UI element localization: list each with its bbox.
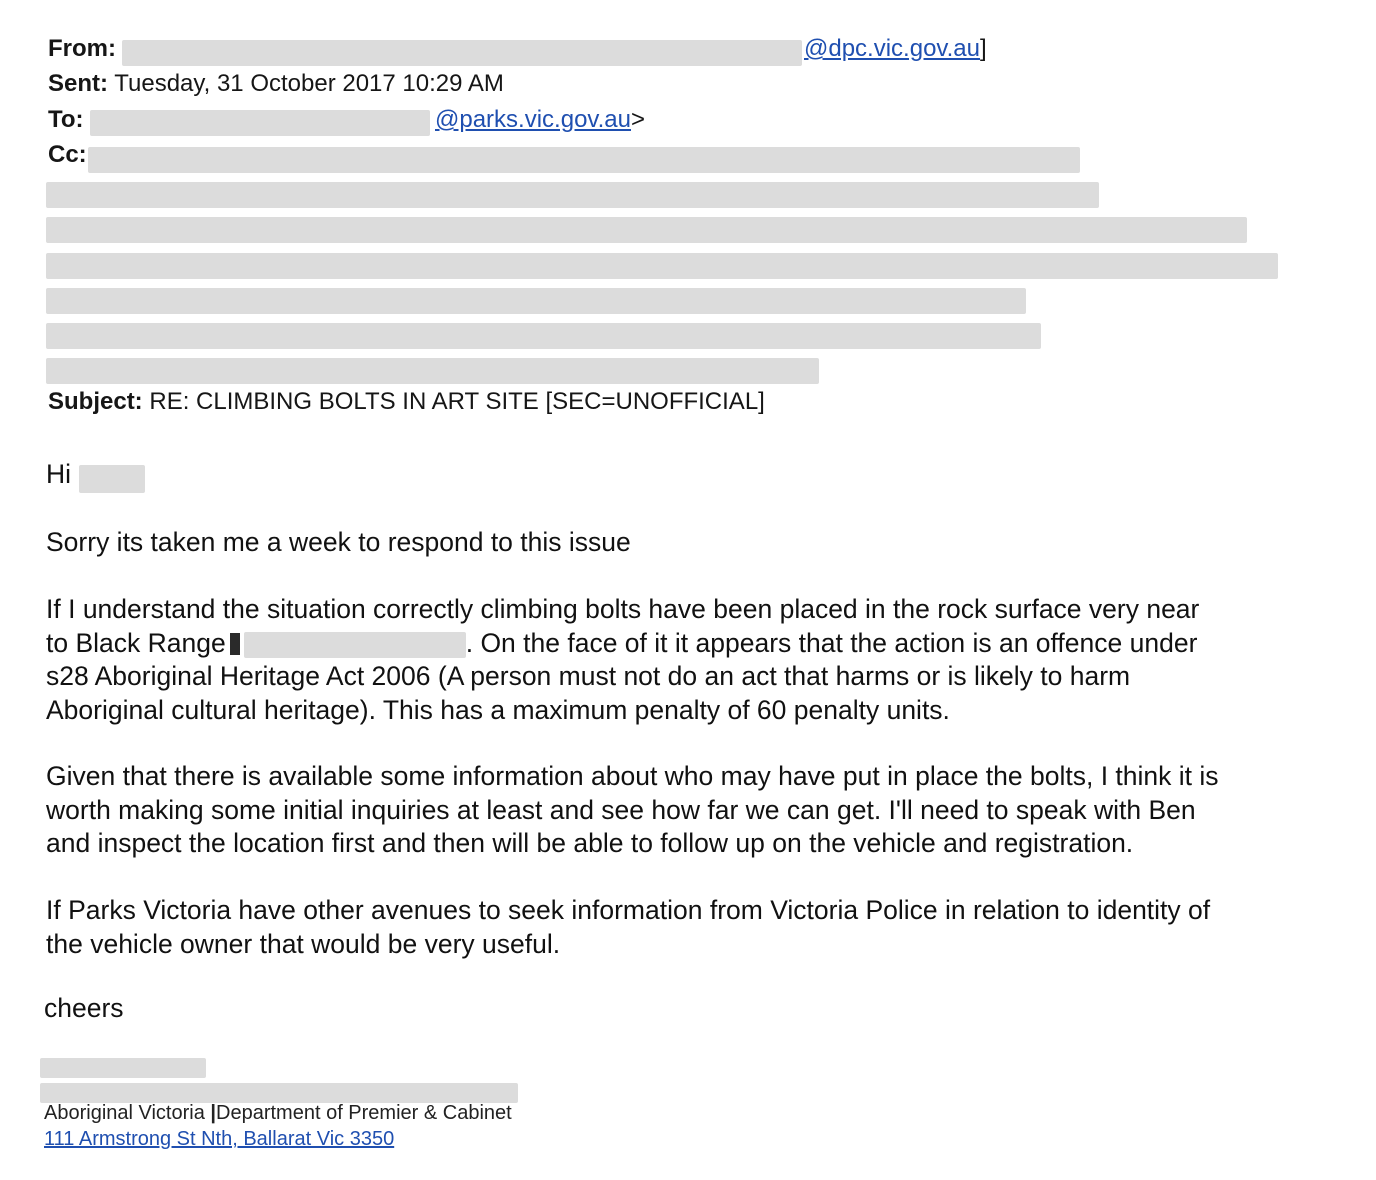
closing: cheers xyxy=(44,993,124,1023)
paragraph-1-text: Sorry its taken me a week to respond to this issue xyxy=(46,527,631,557)
paragraph-3-line-2: worth making some initial inquiries at least and see how far we can get. I'll need to speak with Ben xyxy=(46,794,1196,825)
paragraph-4-line-1: If Parks Victoria have other avenues to seek information from Victoria Police in relation to identity of xyxy=(46,895,1211,925)
greeting-line xyxy=(46,458,1336,492)
greeting: Hi xyxy=(46,459,72,489)
signature-separator: | xyxy=(210,1102,217,1124)
subject-label: Subject: xyxy=(48,388,143,415)
paragraph-3 xyxy=(46,760,1336,861)
to-label: To: xyxy=(48,106,84,133)
paragraph-4 xyxy=(46,894,1336,961)
paragraph-2-line-3: s28 Aboriginal Heritage Act 2006 (A person must not do an act that harms or is likely to harm xyxy=(46,661,1131,691)
paragraph-3-line-1: Given that there is available some information about who may have put in place the bolts, I think it is xyxy=(46,761,1219,791)
paragraph-2 xyxy=(46,593,1336,727)
subject-value: RE: CLIMBING BOLTS IN ART SITE [SEC=UNOFFICIAL] xyxy=(149,388,765,415)
from-domain-link[interactable]: @dpc.vic.gov.au xyxy=(804,35,981,62)
paragraph-2-line-1: If I understand the situation correctly climbing bolts have been placed in the rock surface very near xyxy=(46,594,1200,624)
redacted-cc-line-5 xyxy=(46,288,1026,314)
to-domain-link[interactable]: @parks.vic.gov.au xyxy=(435,106,631,133)
closing-line xyxy=(44,992,1334,1026)
redaction-mark xyxy=(230,633,240,655)
from-line xyxy=(48,34,116,64)
paragraph-1 xyxy=(46,526,1336,560)
redacted-cc-line-6 xyxy=(46,323,1041,349)
paragraph-2-line-4: Aboriginal cultural heritage). This has a maximum penalty of 60 penalty units. xyxy=(46,694,950,725)
signature-org-line xyxy=(44,1100,512,1126)
to-address xyxy=(435,105,645,135)
subject-line xyxy=(48,387,765,417)
sent-value: Tuesday, 31 October 2017 10:29 AM xyxy=(114,70,504,97)
redacted-recipient-first-name xyxy=(79,465,145,493)
sent-label: Sent: xyxy=(48,70,108,97)
sent-line xyxy=(48,69,504,99)
cc-line xyxy=(48,140,87,170)
signature-dept: Department of Premier & Cabinet xyxy=(216,1102,512,1124)
from-label: From: xyxy=(48,35,116,62)
redacted-sender-signature-name xyxy=(40,1058,206,1078)
from-bracket: ] xyxy=(980,35,987,62)
from-address xyxy=(804,34,987,64)
signature-org: Aboriginal Victoria xyxy=(44,1102,205,1124)
paragraph-2-line-2-start: to Black Range xyxy=(46,627,226,658)
redacted-cc-line-4 xyxy=(46,253,1278,279)
redacted-cc-line-7 xyxy=(46,358,819,384)
signature-address-line xyxy=(44,1126,394,1152)
signature-address-link[interactable]: 111 Armstrong St Nth, Ballarat Vic 3350 xyxy=(44,1128,395,1150)
redacted-cc-line-2 xyxy=(46,182,1099,208)
paragraph-4-line-2: the vehicle owner that would be very useful. xyxy=(46,928,561,959)
redacted-site-name xyxy=(244,632,466,658)
to-line xyxy=(48,105,84,135)
redacted-cc-line-3 xyxy=(46,217,1247,243)
redacted-cc-line-1 xyxy=(88,147,1080,173)
redacted-recipient-name xyxy=(90,110,430,136)
to-bracket: > xyxy=(631,106,646,133)
paragraph-3-line-3: and inspect the location first and then will be able to follow up on the vehicle and registration. xyxy=(46,828,1134,858)
cc-label: Cc: xyxy=(48,141,87,168)
paragraph-2-line-2-end: . On the face of it it appears that the action is an offence under xyxy=(465,627,1198,658)
redacted-sender-name xyxy=(122,40,802,66)
paragraph-2-line-2 xyxy=(46,627,1336,661)
